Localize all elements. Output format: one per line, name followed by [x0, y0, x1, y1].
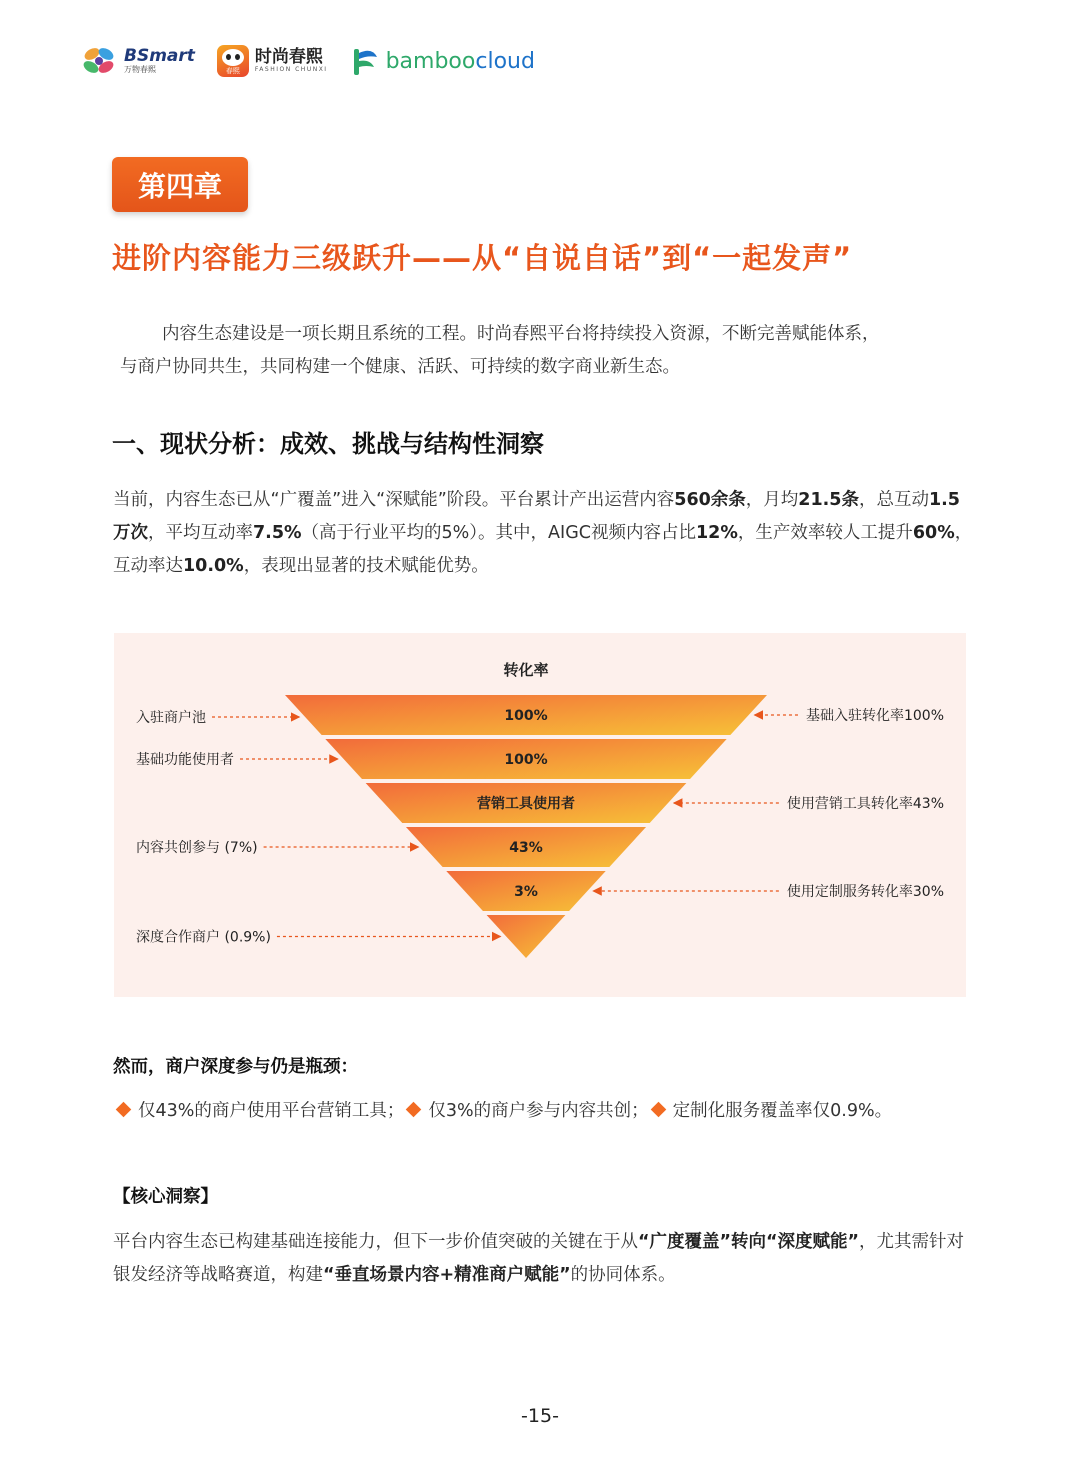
status-text: ，平均互动率 — [148, 523, 253, 543]
insight-title: 【核心洞察】 — [113, 1187, 218, 1207]
status-text: ，表现出显著的技术赋能优势。 — [243, 556, 489, 576]
insight-paragraph — [113, 1226, 973, 1292]
page-number: -15- — [521, 1405, 559, 1427]
funnel-left-annotation: 深度合作商户 (0.9%) — [136, 929, 271, 946]
status-paragraph — [113, 484, 973, 583]
status-bold: 60% — [912, 523, 955, 543]
insight-bold: “广度覆盖”转向“深度赋能” — [638, 1232, 860, 1252]
funnel-svg — [114, 633, 966, 997]
fashion-chunxi-sub: FASHION CHUNXI — [254, 66, 328, 74]
status-text: （高于行业平均的5%）。其中，AIGC视频内容占比 — [301, 523, 696, 543]
funnel-layer-label: 营销工具使用者 — [477, 796, 575, 812]
header-logos — [80, 44, 535, 78]
insight-text: 的协同体系。 — [570, 1265, 676, 1285]
funnel-title: 转化率 — [503, 661, 549, 679]
panda-icon — [217, 45, 249, 77]
funnel-layer-label: 43% — [509, 840, 543, 856]
status-bold: 10.0% — [183, 556, 244, 576]
intro-line-2: 与商户协同共生，共同构建一个健康、活跃、可持续的数字商业新生态。 — [120, 357, 680, 377]
diamond-bullet-icon — [406, 1102, 422, 1118]
bsmart-name: BSmart — [124, 46, 195, 67]
funnel-right-annotation: 使用营销工具转化率43% — [786, 796, 944, 812]
status-bold: 1.5万次 — [113, 490, 960, 543]
fashion-chunxi-logo — [217, 45, 328, 77]
bottleneck-item: 仅3%的商户参与内容共创； — [428, 1101, 649, 1121]
bamboocloud-name-b: cloud — [475, 48, 535, 74]
intro-paragraph — [120, 318, 970, 384]
chapter-badge: 第四章 — [112, 157, 248, 212]
funnel-layer-label: 100% — [504, 708, 548, 724]
bottleneck-item: 仅43%的商户使用平台营销工具； — [138, 1101, 405, 1121]
bamboo-leaf-icon — [350, 45, 380, 77]
diamond-bullet-icon — [116, 1102, 132, 1118]
bamboocloud-logo — [350, 45, 535, 77]
status-text: 当前，内容生态已从“广覆盖”进入“深赋能”阶段。平台累计产出运营内容 — [113, 490, 675, 510]
panda-badge-text: 春熙 — [225, 67, 240, 75]
funnel-left-annotation: 基础功能使用者 — [136, 752, 234, 768]
funnel-layer-label: 100% — [504, 752, 548, 768]
chapter-title: 进阶内容能力三级跃升——从“自说自话”到“一起发声” — [112, 241, 853, 275]
insight-text: ，尤其需针对银发经济等战略赛道，构建 — [113, 1232, 965, 1285]
bottleneck-title: 然而，商户深度参与仍是瓶颈： — [113, 1057, 358, 1077]
fashion-chunxi-name: 时尚春熙 — [254, 47, 323, 68]
bsmart-sub: 万物春熙 — [124, 64, 156, 74]
bottleneck-list — [114, 1097, 892, 1122]
funnel-layer — [487, 915, 566, 958]
status-text: ，总互动 — [858, 490, 929, 510]
status-bold: 560余条 — [674, 490, 746, 510]
insight-text: 平台内容生态已构建基础连接能力，但下一步价值突破的关键在于从 — [113, 1232, 638, 1252]
funnel-left-annotation: 内容共创参与 (7%) — [136, 840, 258, 856]
bottleneck-item: 定制化服务覆盖率仅0.9%。 — [672, 1101, 893, 1121]
bamboocloud-name-a: bamboo — [385, 48, 476, 74]
funnel-layer-label: 3% — [514, 884, 538, 900]
status-bold: 7.5% — [253, 523, 302, 543]
status-bold: 21.5条 — [798, 490, 859, 510]
bsmart-flower-icon — [80, 44, 118, 78]
funnel-chart — [114, 633, 966, 997]
insight-bold: “垂直场景内容+精准商户赋能” — [323, 1265, 571, 1285]
status-text: ，互动率达 — [113, 523, 973, 576]
bsmart-logo — [80, 44, 195, 78]
intro-line-1: 内容生态建设是一项长期且系统的工程。时尚春熙平台将持续投入资源，不断完善赋能体系， — [162, 324, 880, 344]
funnel-right-annotation: 基础入驻转化率100% — [805, 708, 944, 724]
section-heading: 一、现状分析：成效、挑战与结构性洞察 — [112, 430, 544, 458]
funnel-right-annotation: 使用定制服务转化率30% — [786, 884, 944, 900]
status-bold: 12% — [695, 523, 738, 543]
diamond-bullet-icon — [650, 1102, 666, 1118]
funnel-left-annotation: 入驻商户池 — [136, 710, 206, 726]
status-text: ，月均 — [745, 490, 799, 510]
status-text: ，生产效率较人工提升 — [737, 523, 913, 543]
